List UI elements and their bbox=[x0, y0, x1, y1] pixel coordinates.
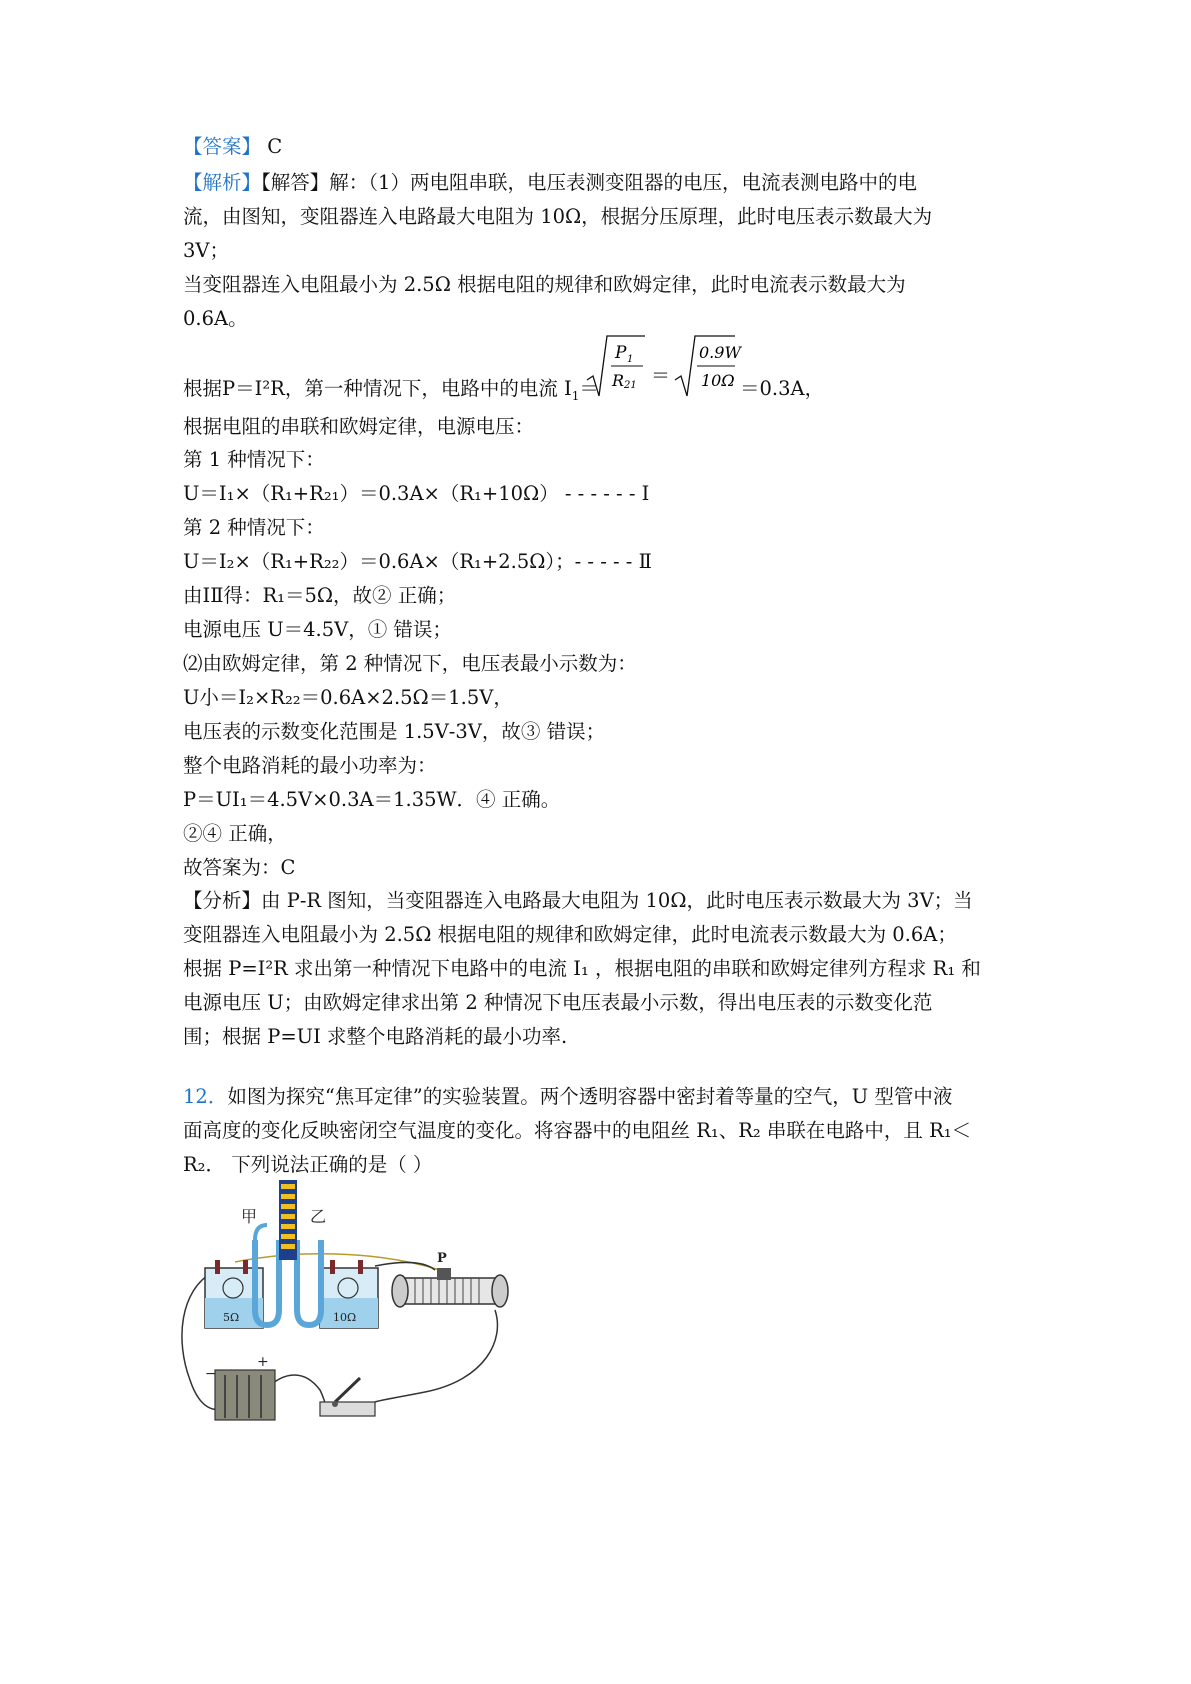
joule-law-apparatus-figure bbox=[175, 1180, 545, 1430]
summary-tag: 【分析】 bbox=[183, 889, 262, 912]
analysis-text: 解：（1）两电阻串联，电压表测变阻器的电压，电流表测电路中的电 bbox=[329, 171, 917, 194]
summary-text: 由 P‑R 图知，当变阻器连入电路最大电阻为 10Ω，此时电压表示数最大为 3V；当 bbox=[261, 889, 973, 912]
summary-line-3: 根据 P=I²R 求出第一种情况下电路中的电流 I₁ ，根据电阻的串联和欧姆定律列方程求 R₁ 和 bbox=[183, 957, 981, 980]
frac1-den-sub: 21 bbox=[624, 380, 637, 391]
formula-sub: 1 bbox=[571, 389, 580, 403]
analysis-line-15: U小＝I₂×R₂₂＝0.6A×2.5Ω＝1.5V， bbox=[183, 686, 513, 709]
question-line-2: 面高度的变化反映密闭空气温度的变化。将容器中的电阻丝 R₁、R₂ 串联在电路中，且 R₁＜ bbox=[183, 1119, 972, 1142]
frac1-den: R bbox=[612, 371, 625, 390]
analysis-line-5: 0.6A。 bbox=[183, 307, 248, 330]
frac1-num: P bbox=[615, 343, 627, 363]
analysis-line-3: 3V； bbox=[183, 239, 229, 262]
slider-label-p: P bbox=[437, 1251, 447, 1266]
analysis-line-13: 电源电压 U＝4.5V，① 错误； bbox=[183, 618, 452, 641]
battery-plus: + bbox=[257, 1354, 269, 1370]
analysis-line-20: 故答案为：C bbox=[183, 856, 296, 879]
summary-line-2: 变阻器连入电阻最小为 2.5Ω 根据电阻的规律和欧姆定律，此时电流表示数最大为 0.6A； bbox=[183, 923, 957, 946]
analysis-line-16: 电压表的示数变化范围是 1.5V‑3V，故③ 错误； bbox=[183, 720, 606, 743]
solution-tag: 【解答】 bbox=[261, 171, 330, 194]
formula-eq-2: ＝ bbox=[651, 365, 671, 387]
formula-line bbox=[183, 376, 599, 409]
question-line-3: R₂． 下列说法正确的是（ ） bbox=[183, 1153, 433, 1176]
question-number: 12． bbox=[183, 1085, 228, 1108]
answer-value: C bbox=[267, 135, 283, 158]
analysis-line-10: 第 2 种情况下： bbox=[183, 516, 325, 539]
frac2-den: 10Ω bbox=[701, 371, 735, 390]
right-resistor-label: 10Ω bbox=[333, 1311, 357, 1324]
analysis-line-8: 第 1 种情况下： bbox=[183, 448, 325, 471]
analysis-line-1 bbox=[183, 170, 917, 196]
question-line-1 bbox=[183, 1084, 952, 1110]
label-yi: 乙 bbox=[310, 1207, 327, 1226]
summary-line-1 bbox=[183, 888, 973, 914]
left-resistor-label: 5Ω bbox=[223, 1311, 240, 1324]
answer-tag: 【答案】 bbox=[183, 135, 262, 158]
formula-eq: ＝ bbox=[579, 377, 599, 400]
label-jia: 甲 bbox=[241, 1207, 258, 1226]
question-text: 如图为探究“焦耳定律”的实验装置。两个透明容器中密封着等量的空气，U 型管中液 bbox=[227, 1085, 953, 1108]
battery-minus: − bbox=[205, 1366, 217, 1382]
analysis-line-14: ⑵由欧姆定律，第 2 种情况下，电压表最小示数为： bbox=[183, 652, 637, 675]
formula-result: ＝0.3A， bbox=[740, 377, 825, 400]
formula-prefix: 根据P＝I²R，第一种情况下，电路中的电流 I bbox=[183, 377, 572, 400]
analysis-line-4: 当变阻器连入电阻最小为 2.5Ω 根据电阻的规律和欧姆定律，此时电流表示数最大为 bbox=[183, 273, 906, 296]
frac2-num: 0.9W bbox=[699, 343, 741, 362]
summary-line-4: 电源电压 U；由欧姆定律求出第 2 种情况下电压表最小示数，得出电压表的示数变化范 bbox=[183, 991, 933, 1014]
analysis-line-12: 由ⅠⅡ得：R₁＝5Ω，故② 正确； bbox=[183, 584, 457, 607]
frac1-num-sub: 1 bbox=[627, 354, 634, 365]
analysis-line-7: 根据电阻的串联和欧姆定律，电源电压： bbox=[183, 415, 535, 438]
analysis-line-17: 整个电路消耗的最小功率为： bbox=[183, 754, 437, 777]
summary-line-5: 围；根据 P=UI 求整个电路消耗的最小功率. bbox=[183, 1025, 568, 1048]
analysis-line-11: U＝I₂×（R₁+R₂₂）＝0.6A×（R₁+2.5Ω）；- - - - - Ⅱ bbox=[183, 550, 652, 573]
analysis-tag: 【解析】 bbox=[183, 171, 262, 194]
analysis-line-9: U＝I₁×（R₁+R₂₁）＝0.3A×（R₁+10Ω） - - - - - - Ⅰ bbox=[183, 482, 650, 505]
analysis-line-18: P＝UI₁＝4.5V×0.3A＝1.35W．④ 正确。 bbox=[183, 788, 561, 811]
analysis-line-19: ②④ 正确， bbox=[183, 822, 287, 845]
answer-line bbox=[183, 134, 282, 160]
analysis-line-2: 流，由图知，变阻器连入电路最大电阻为 10Ω，根据分压原理，此时电压表示数最大为 bbox=[183, 205, 933, 228]
